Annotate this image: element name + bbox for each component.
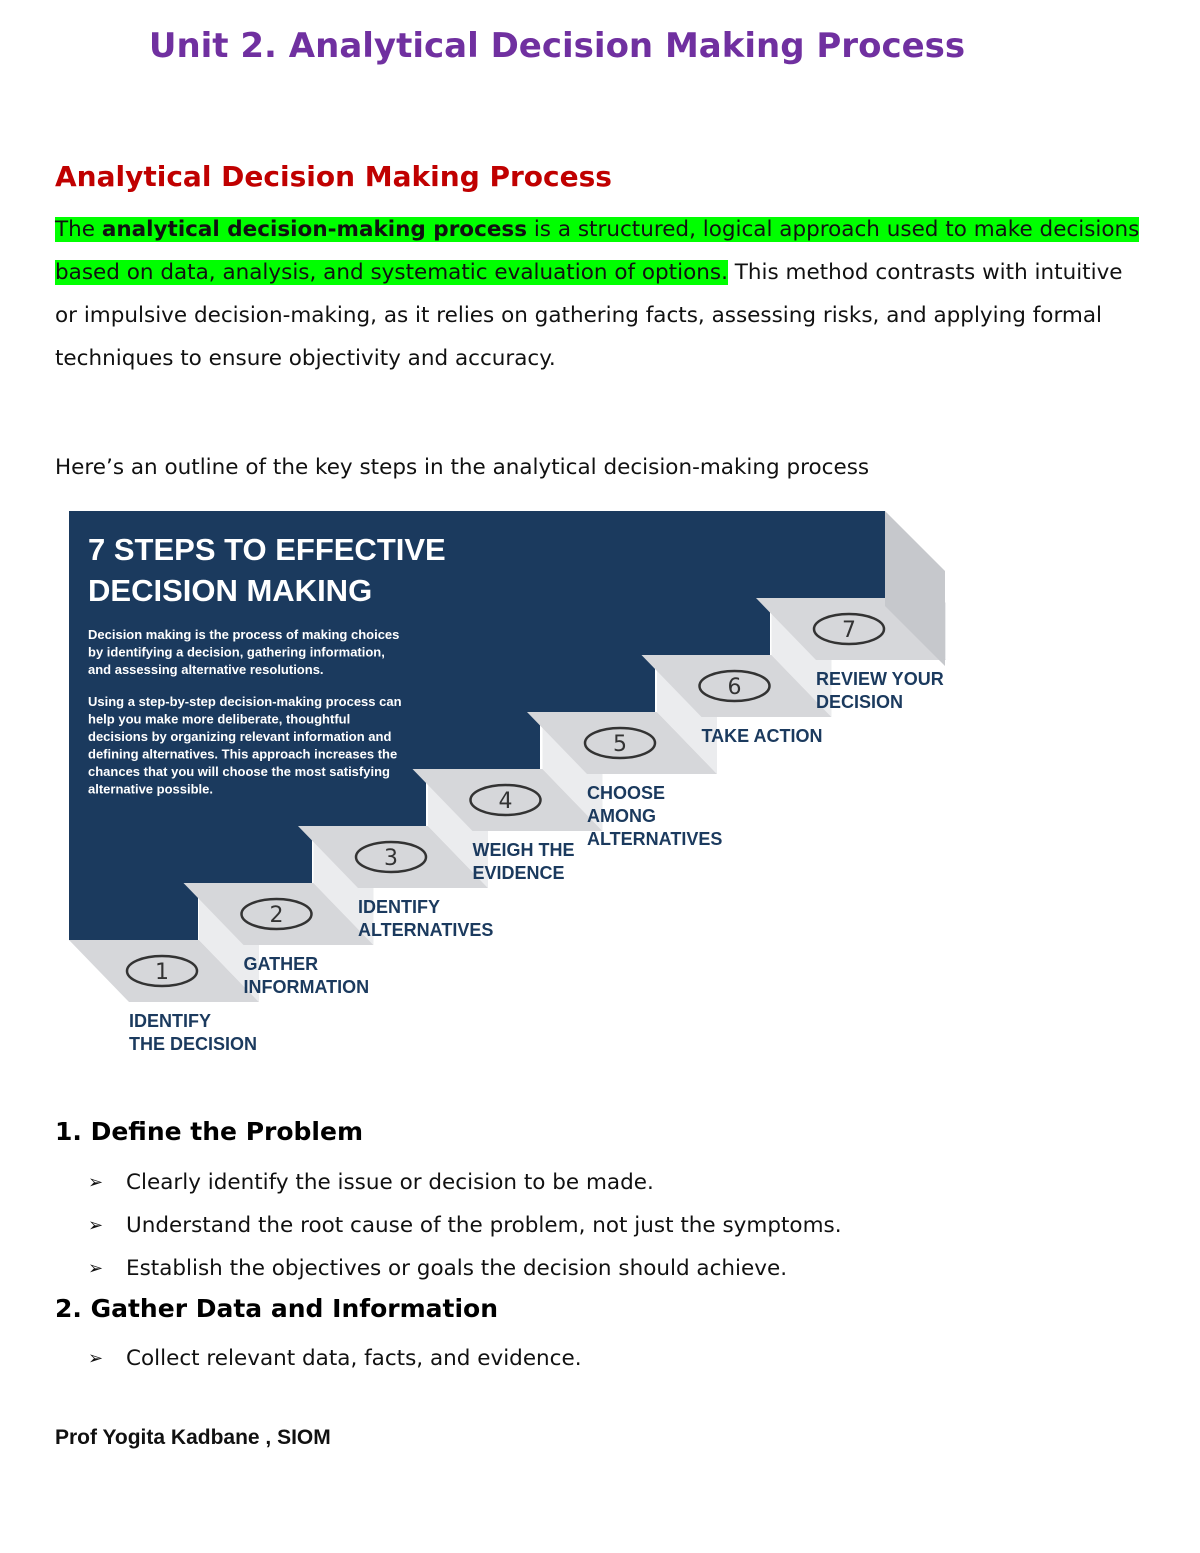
step-2-label-line-2: INFORMATION	[243, 977, 370, 997]
step-1-heading: 1. Define the Problem	[55, 1117, 363, 1146]
step-3-label-line-1: IDENTIFY	[358, 897, 441, 917]
infographic-intro-line-2: by identifying a decision, gathering information,	[88, 644, 385, 660]
unit-title: Unit 2. Analytical Decision Making Process	[148, 26, 966, 66]
intro-highlight-rest: is a structured, logical approach used to make decisions based on data, analysis, and systematic evaluation of options.	[55, 217, 1140, 285]
step-7-number: 7	[842, 618, 856, 643]
infographic-title-line-1: 7 STEPS TO EFFECTIVE	[88, 532, 446, 567]
infographic-detail-line-1: Using a step-by-step decision-making process can	[88, 694, 402, 709]
infographic-graphic	[60, 503, 960, 1063]
infographic-detail-line-3: decisions by organizing relevant information and	[88, 729, 392, 744]
section-heading: Analytical Decision Making Process	[55, 160, 612, 193]
step-6-number: 6	[727, 675, 742, 700]
intro-paragraph	[55, 208, 1145, 380]
step-2-number: 2	[269, 903, 284, 928]
step-4-label-line-1: WEIGH THE	[472, 840, 575, 860]
footer-author: Prof Yogita Kadbane , SIOM	[55, 1426, 331, 1449]
step-1-label-line-1: IDENTIFY	[129, 1011, 212, 1031]
step-1-bullet-list	[88, 1161, 842, 1290]
step-5-label-line-1: CHOOSE	[587, 783, 666, 803]
step-7-label-line-1: REVIEW YOUR	[816, 669, 944, 689]
step-2-bullet-1: ➢ Collect relevant data, facts, and evidence.	[88, 1337, 582, 1380]
infographic-detail-line-6: alternative possible.	[88, 781, 213, 797]
step-1-bullet-2: ➢ Understand the root cause of the problem, not just the symptoms.	[88, 1204, 842, 1247]
outline-text: Here’s an outline of the key steps in the analytical decision-making process	[55, 455, 870, 480]
step-5-label-line-2: AMONG	[587, 806, 656, 826]
step-3-label-line-2: ALTERNATIVES	[358, 920, 494, 940]
infographic-detail-line-4: defining alternatives. This approach increases the	[88, 746, 398, 762]
step-4-number: 4	[498, 789, 513, 814]
step-2-heading: 2. Gather Data and Information	[55, 1294, 499, 1323]
intro-bold-term: analytical decision-making process	[101, 217, 527, 242]
step-1-label-line-2: THE DECISION	[129, 1034, 258, 1054]
step-5-number: 5	[613, 732, 627, 757]
intro-rest: This method contrasts with intuitive or impulsive decision-making, as it relies on gathering facts, assessing risks, and applying formal techniques to ensure objectivity and accuracy.	[55, 260, 1123, 371]
step-2-label-line-1: GATHER	[243, 954, 319, 974]
infographic-title-line-2: DECISION MAKING	[88, 573, 373, 608]
step-2-bullet-list	[88, 1337, 582, 1380]
step-6-label-line-1: TAKE ACTION	[701, 726, 823, 746]
step-4-label-line-2: EVIDENCE	[472, 863, 565, 883]
step-3-number: 3	[384, 846, 398, 871]
infographic-intro-line-1: Decision making is the process of making choices	[88, 627, 400, 642]
step-1-bullet-1: ➢ Clearly identify the issue or decision to be made.	[88, 1161, 842, 1204]
step-7-label-line-2: DECISION	[816, 692, 904, 712]
step-1-bullet-3: ➢ Establish the objectives or goals the decision should achieve.	[88, 1247, 842, 1290]
infographic-detail-line-2: help you make more deliberate, thoughtful	[88, 711, 351, 727]
intro-prefix: The	[55, 217, 102, 242]
infographic-detail-line-5: chances that you will choose the most satisfying	[88, 764, 390, 779]
step-5-label-line-3: ALTERNATIVES	[587, 829, 723, 849]
steps-infographic	[60, 503, 960, 1063]
infographic-intro-line-3: and assessing alternative resolutions.	[88, 662, 324, 677]
step-1-number: 1	[155, 960, 169, 985]
